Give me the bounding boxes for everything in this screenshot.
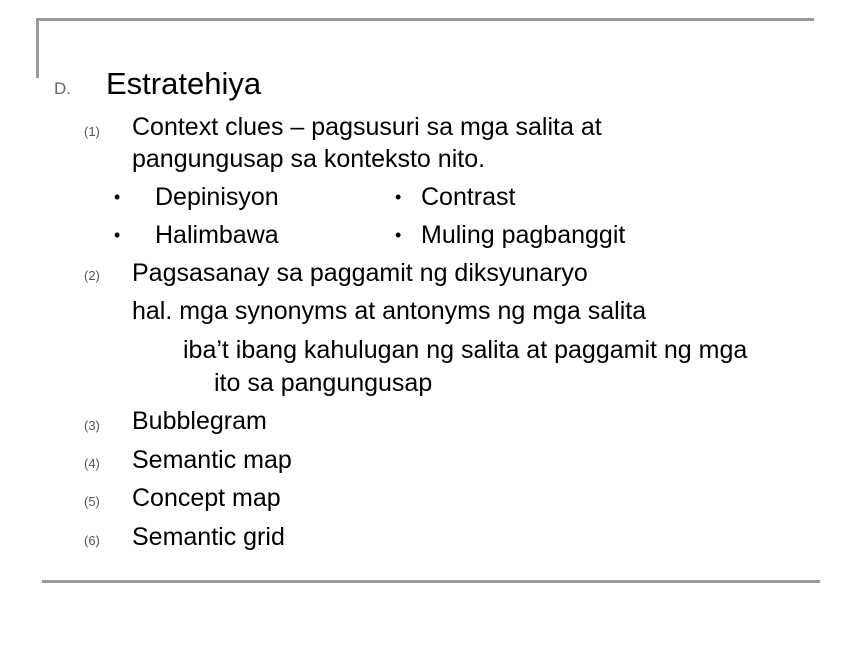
bullet-dot: • bbox=[395, 187, 402, 207]
item-number-3: (3) bbox=[84, 418, 100, 433]
item-3-line-1: Bubblegram bbox=[132, 407, 267, 435]
item-4-line-1: Semantic map bbox=[132, 446, 292, 474]
bullet-dot: • bbox=[114, 187, 121, 207]
item-2-line-3: iba’t ibang kahulugan ng salita at paggamit ng mga bbox=[183, 336, 748, 364]
frame-bottom-rule bbox=[42, 580, 820, 583]
item-2-line-1: Pagsasanay sa paggamit ng diksyunaryo bbox=[132, 259, 588, 287]
item-number-5: (5) bbox=[84, 494, 100, 509]
item-1-line-2: pangungusap sa konteksto nito. bbox=[132, 145, 486, 173]
sub-item-contrast: Contrast bbox=[421, 183, 516, 211]
sub-item-definition: Depinisyon bbox=[155, 183, 279, 211]
item-2-line-4: ito sa pangungusap bbox=[214, 369, 433, 397]
section-letter: D. bbox=[54, 79, 71, 98]
item-number-6: (6) bbox=[84, 533, 100, 548]
item-number-1: (1) bbox=[84, 124, 100, 139]
item-2-line-2: hal. mga synonyms at antonyms ng mga salita bbox=[132, 297, 647, 325]
item-5-line-1: Concept map bbox=[132, 484, 281, 512]
item-number-4: (4) bbox=[84, 456, 100, 471]
sub-item-example: Halimbawa bbox=[155, 221, 279, 249]
bullet-dot: • bbox=[395, 225, 402, 245]
item-6-line-1: Semantic grid bbox=[132, 523, 285, 551]
sub-item-repetition: Muling pagbanggit bbox=[421, 221, 626, 249]
frame-top-rule bbox=[36, 18, 814, 21]
item-number-2: (2) bbox=[84, 268, 100, 283]
bullet-dot: • bbox=[114, 225, 121, 245]
item-1-line-1: Context clues – pagsusuri sa mga salita at bbox=[132, 113, 602, 141]
frame-left-rule bbox=[36, 18, 39, 78]
slide-title: Estratehiya bbox=[106, 66, 262, 101]
